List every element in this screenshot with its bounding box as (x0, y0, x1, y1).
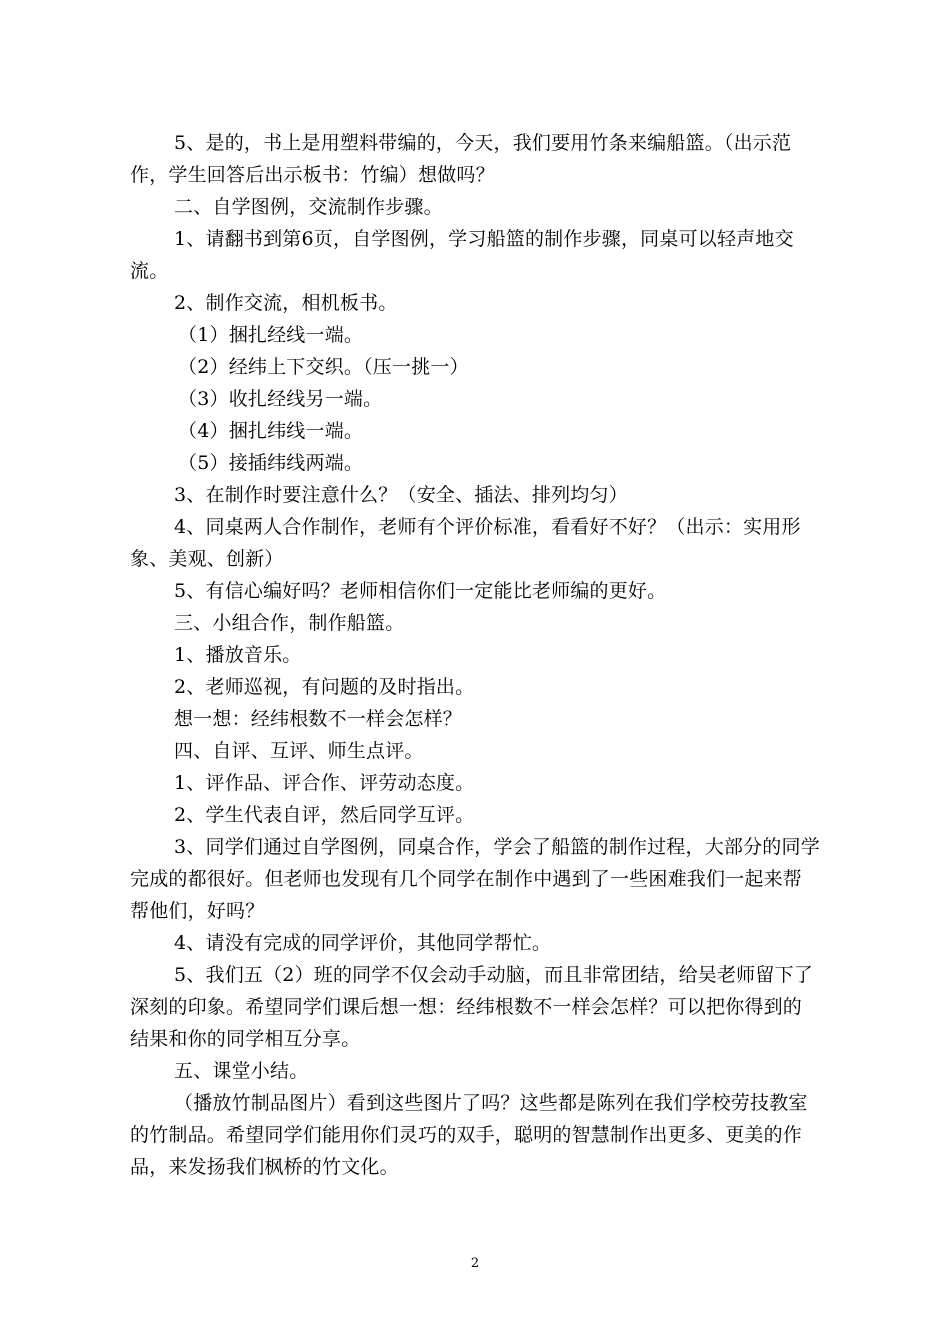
paragraph: （播放竹制品图片）看到这些图片了吗？这些都是陈列在我们学校劳技教室的竹制品。希望同学们能用你们灵巧的双手，聪明的智慧制作出更多、更美的作品，来发扬我们枫桥的竹文化。 (130, 1092, 808, 1178)
paragraph: 1、评作品、评合作、评劳动态度。 (174, 772, 475, 794)
paragraph: 5、有信心编好吗？老师相信你们一定能比老师编的更好。 (174, 580, 667, 602)
page-number: 2 (470, 1256, 480, 1271)
paragraph: 5、我们五（2）班的同学不仅会动手动脑，而且非常团结，给吴老师留下了深刻的印象。希望同学们课后想一想：经纬根数不一样会怎样？可以把你得到的结果和你的同学相互分享。 (130, 964, 813, 1050)
step-item: （3）收扎经线另一端。 (178, 388, 383, 410)
paragraph: 3、在制作时要注意什么？（安全、插法、排列均匀） (174, 484, 628, 506)
step-item: （4）捆扎纬线一端。 (178, 420, 364, 442)
paragraph: 想一想：经纬根数不一样会怎样？ (174, 708, 463, 730)
paragraph: 二、自学图例，交流制作步骤。 (174, 196, 443, 218)
paragraph: 2、学生代表自评，然后同学互评。 (174, 804, 475, 826)
paragraph: 1、请翻书到第6页，自学图例，学习船篮的制作步骤，同桌可以轻声地交流。 (130, 228, 794, 282)
paragraph: 5、是的，书上是用塑料带编的，今天，我们要用竹条来编船篮。（出示范作，学生回答后出示板书：竹编）想做吗？ (130, 132, 792, 186)
paragraph: 1、播放音乐。 (174, 644, 302, 666)
step-item: （5）接插纬线两端。 (178, 452, 364, 474)
paragraph: 2、制作交流，相机板书。 (174, 292, 398, 314)
step-item: （1）捆扎经线一端。 (178, 324, 364, 346)
paragraph: 4、请没有完成的同学评价，其他同学帮忙。 (174, 932, 552, 954)
paragraph: 五、课堂小结。 (174, 1060, 309, 1082)
paragraph: 2、老师巡视，有问题的及时指出。 (174, 676, 475, 698)
paragraph: 四、自评、互评、师生点评。 (174, 740, 424, 762)
step-item: （2）经纬上下交织。（压一挑一） (178, 356, 469, 378)
paragraph: 3、同学们通过自学图例，同桌合作，学会了船篮的制作过程，大部分的同学完成的都很好。但老师也发现有几个同学在制作中遇到了一些困难我们一起来帮帮他们，好吗？ (130, 836, 820, 922)
paragraph: 4、同桌两人合作制作，老师有个评价标准，看看好不好？（出示：实用形象、美观、创新） (130, 516, 801, 570)
document-body (130, 127, 820, 1183)
paragraph: 三、小组合作，制作船篮。 (174, 612, 405, 634)
